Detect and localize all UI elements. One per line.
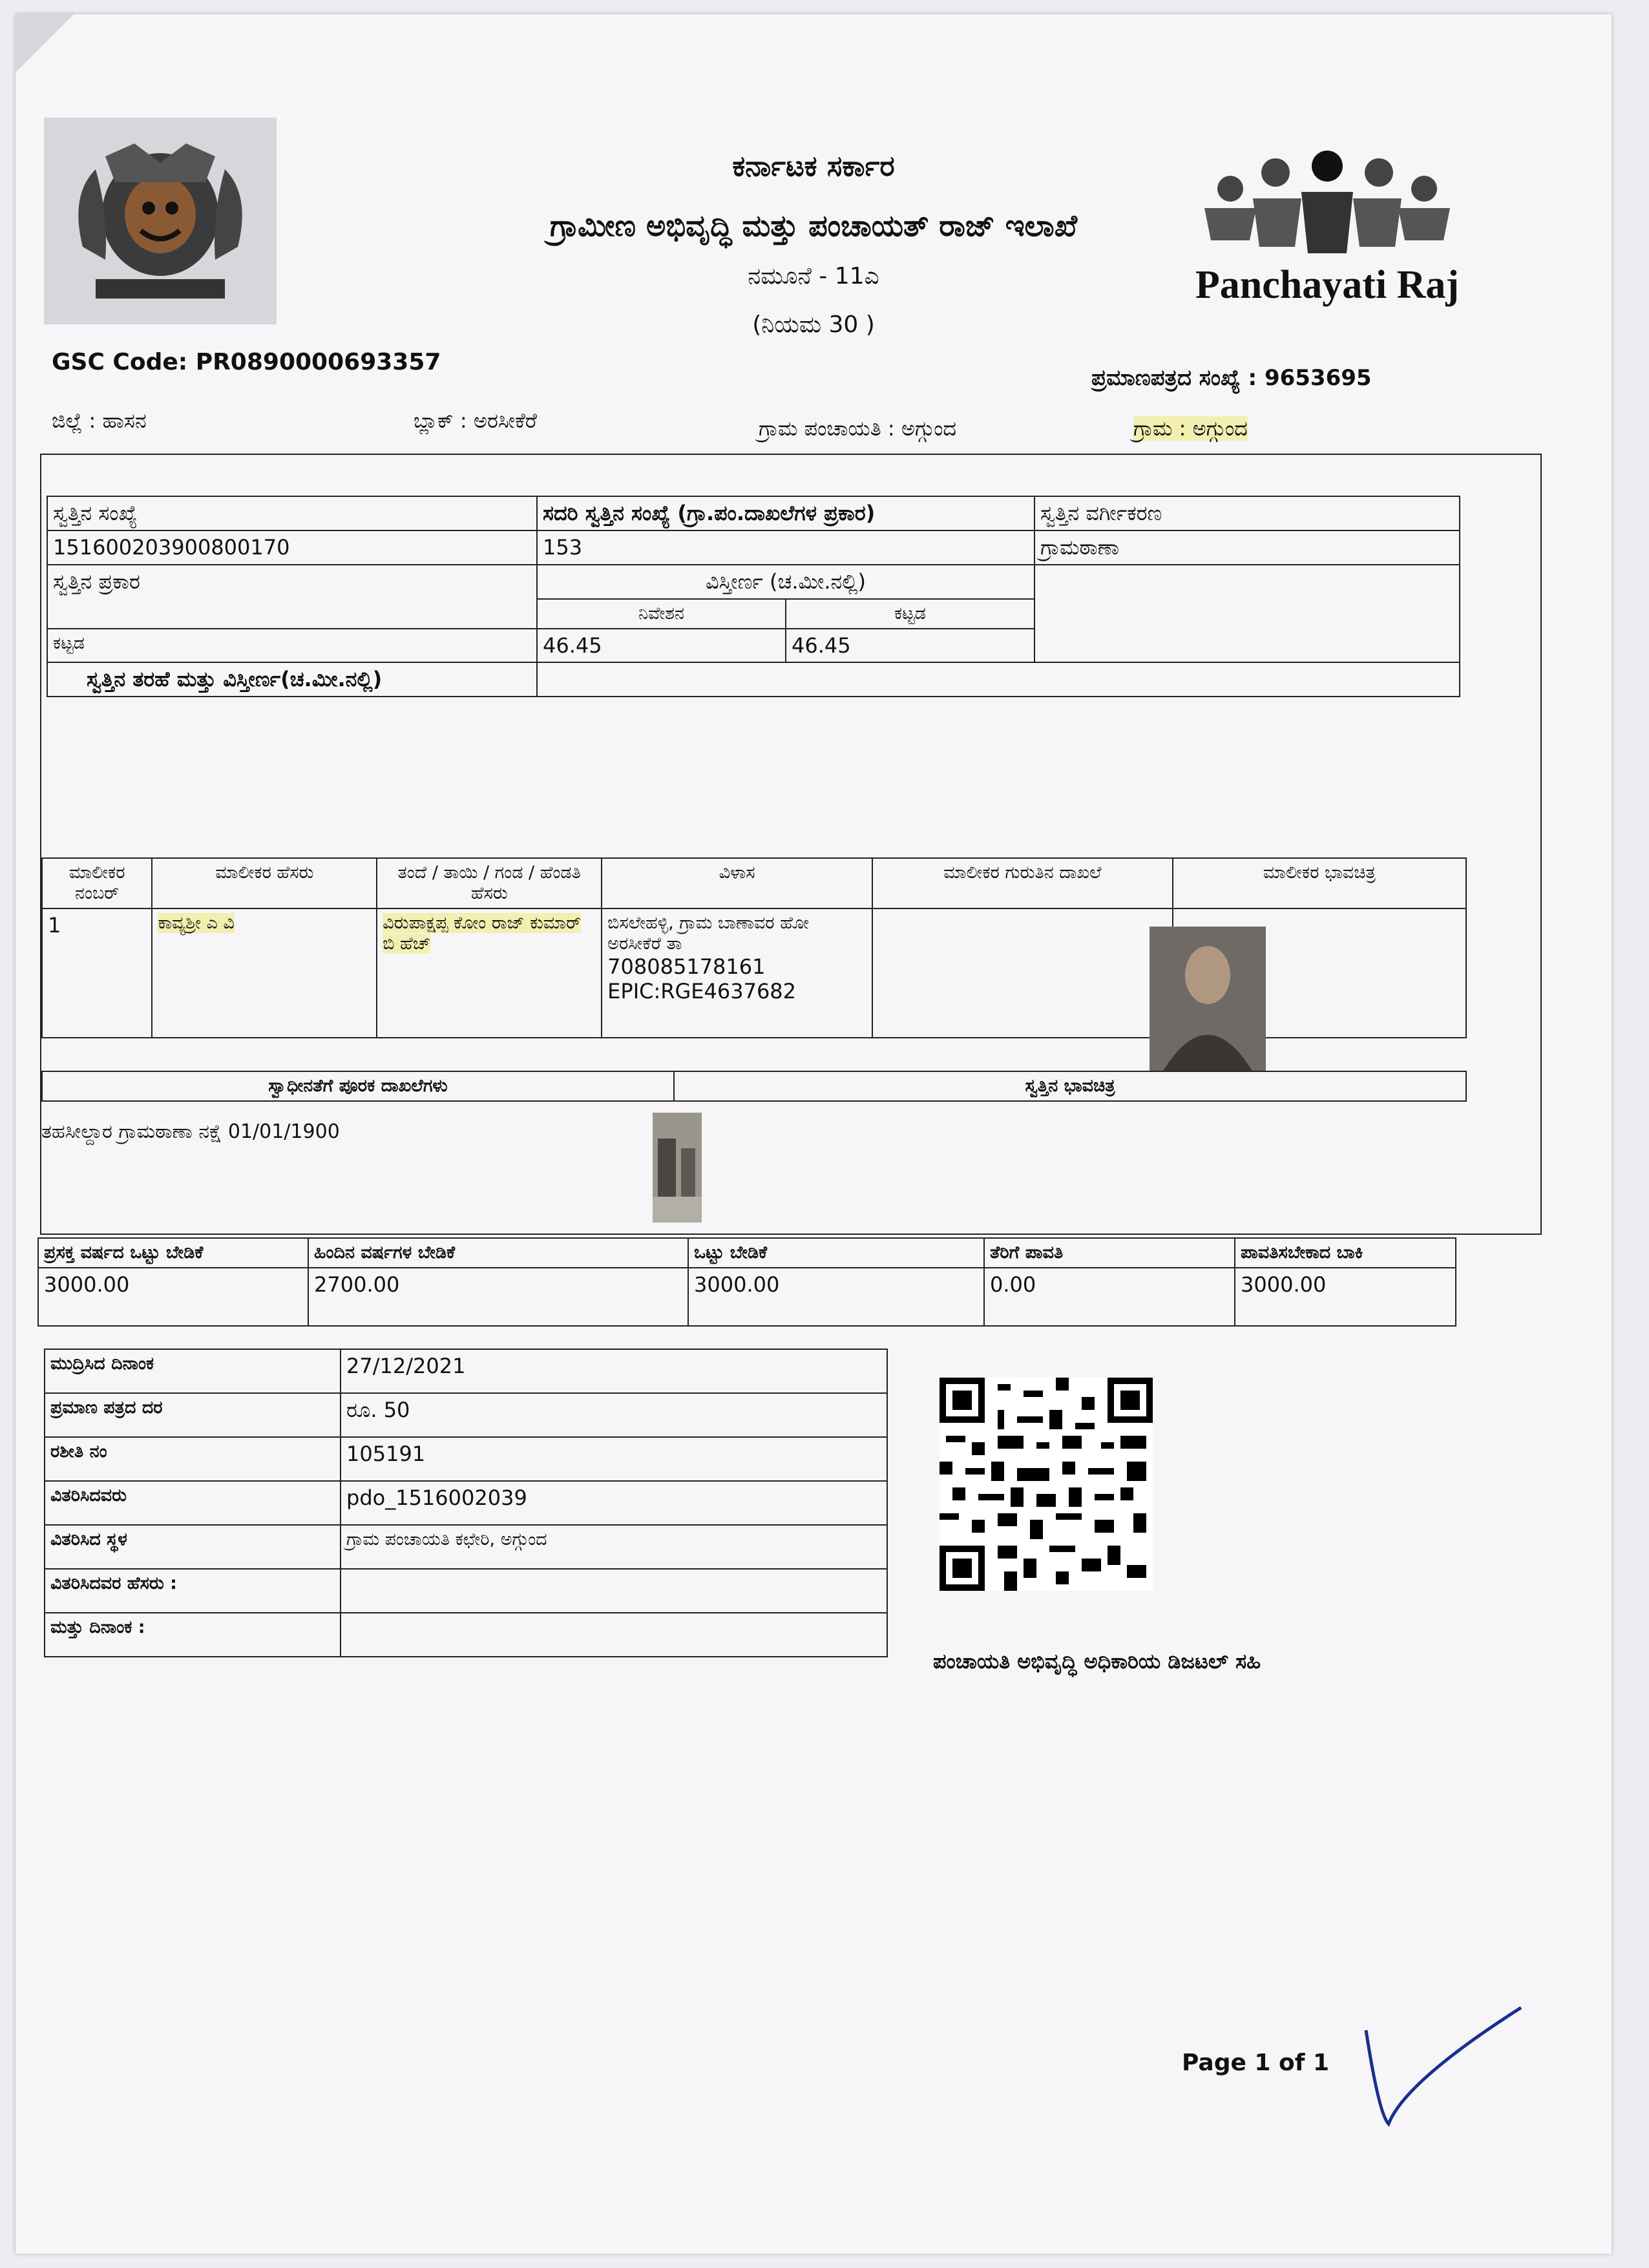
building-area-value: 46.45 bbox=[786, 629, 1035, 662]
previous-demand-value: 2700.00 bbox=[308, 1268, 688, 1326]
government-title: ಕರ್ನಾಟಕ ಸರ್ಕಾರ bbox=[732, 150, 895, 183]
issue-place-value: ಗ್ರಾಮ ಪಂಚಾಯತಿ ಕಛೇರಿ, ಅಗ್ಗುಂದ bbox=[341, 1525, 887, 1569]
property-photo bbox=[653, 1113, 702, 1223]
supporting-docs-value: ತಹಸೀಲ್ದಾರ ಗ್ರಾಮಠಾಣಾ ನಕ್ಷೆ 01/01/1900 bbox=[41, 1120, 340, 1143]
issue-table bbox=[44, 1349, 888, 1657]
balance-value: 3000.00 bbox=[1235, 1268, 1456, 1326]
total-demand-header: ಒಟ್ಟು ಬೇಡಿಕೆ bbox=[688, 1238, 984, 1268]
gram-panchayat: ಗ್ರಾಮ ಪಂಚಾಯತಿ : ಅಗ್ಗುಂದ bbox=[759, 416, 957, 441]
property-type-label: ಸ್ವತ್ತಿನ ಪ್ರಕಾರ bbox=[47, 565, 537, 629]
issuer-name-value bbox=[341, 1569, 887, 1613]
gp-number-label: ಸದರಿ ಸ್ವತ್ತಿನ ಸಂಖ್ಯೆ (ಗ್ರಾ.ಪಂ.ದಾಖಲೆಗಳ ಪ್ರಕಾರ) bbox=[537, 496, 1035, 530]
village: ಗ್ರಾಮ : ಅಗ್ಗುಂದ bbox=[1133, 416, 1248, 441]
owner-id-doc-header: ಮಾಲೀಕರ ಗುರುತಿನ ದಾಖಲೆ bbox=[872, 858, 1173, 908]
current-demand-header: ಪ್ರಸಕ್ತ ವರ್ಷದ ಒಟ್ಟು ಬೇಡಿಕೆ bbox=[38, 1238, 308, 1268]
form-number: ನಮೂನೆ - 11ಎ bbox=[748, 263, 879, 289]
issued-by-value: pdo_1516002039 bbox=[341, 1481, 887, 1525]
issue-date-label: ಮತ್ತು ದಿನಾಂಕ : bbox=[45, 1613, 341, 1657]
owner-name: ಕಾವ್ಯಶ್ರೀ ಎ ವಿ bbox=[158, 913, 235, 933]
owner-address-header: ವಿಳಾಸ bbox=[602, 858, 872, 908]
owner-address: ಬಿಸಲೇಹಳ್ಳಿ, ಗ್ರಾಮ ಬಾಣಾವರ ಹೋ ಅರಸೀಕೆರೆ ತಾ bbox=[607, 913, 809, 954]
property-type-value: ಕಟ್ಟಡ bbox=[47, 629, 537, 662]
page-corner-fold bbox=[16, 14, 74, 72]
property-id-value: 151600203900800170 bbox=[47, 530, 537, 565]
site-label: ನಿವೇಶನ bbox=[537, 599, 786, 629]
supporting-docs-label: ಸ್ವಾಧೀನತೆಗೆ ಪೂರಕ ದಾಖಲೆಗಳು bbox=[42, 1071, 674, 1101]
classification-value: ಗ್ರಾಮಠಾಣಾ bbox=[1035, 530, 1460, 565]
empty-cell bbox=[1035, 565, 1460, 662]
rule-number: (ನಿಯಮ 30 ) bbox=[752, 311, 875, 338]
total-demand-value: 3000.00 bbox=[688, 1268, 984, 1326]
block: ಬ್ಲಾಕ್ : ಅರಸೀಕೆರೆ bbox=[414, 408, 537, 433]
balance-header: ಪಾವತಿಸಬೇಕಾದ ಬಾಕಿ bbox=[1235, 1238, 1456, 1268]
handwritten-tick-mark bbox=[1360, 2004, 1528, 2134]
type-area-label: ಸ್ವತ್ತಿನ ತರಹೆ ಮತ್ತು ವಿಸ್ತೀರ್ಣ(ಚ.ಮೀ.ನಲ್ಲಿ) bbox=[47, 662, 537, 697]
gsc-code: GSC Code: PR0890000693357 bbox=[52, 349, 441, 375]
print-date-label: ಮುದ್ರಿಸಿದ ದಿನಾಂಕ bbox=[45, 1349, 341, 1393]
owner-relation-header: ತಂದೆ / ತಾಯಿ / ಗಂಡ / ಹೆಂಡತಿ ಹೆಸರು bbox=[377, 858, 602, 908]
property-photo-label: ಸ್ವತ್ತಿನ ಭಾವಚಿತ್ರ bbox=[674, 1071, 1466, 1101]
property-id-label: ಸ್ವತ್ತಿನ ಸಂಖ್ಯೆ bbox=[47, 496, 537, 530]
qr-code-icon bbox=[940, 1378, 1153, 1591]
certificate-number: ಪ್ರಮಾಣಪತ್ರದ ಸಂಖ್ಯೆ : 9653695 bbox=[1091, 365, 1372, 391]
area-label: ವಿಸ್ತೀರ್ಣ (ಚ.ಮೀ.ನಲ್ಲಿ) bbox=[537, 565, 1035, 599]
owner-phone: 708085178161 bbox=[607, 954, 766, 979]
issued-by-label: ವಿತರಿಸಿದವರು bbox=[45, 1481, 341, 1525]
issuer-name-label: ವಿತರಿಸಿದವರ ಹೆಸರು : bbox=[45, 1569, 341, 1613]
owner-relation: ವಿರುಪಾಕ್ಷಪ್ಪ ಕೋಂ ರಾಜ್ ಕುಮಾರ್ ಬಿ ಹೆಚ್ bbox=[383, 913, 582, 954]
department-title: ಗ್ರಾಮೀಣ ಅಭಿವೃದ್ಧಿ ಮತ್ತು ಪಂಚಾಯತ್ ರಾಜ್ ಇಲಾಖೆ bbox=[550, 208, 1077, 243]
page-number: Page 1 of 1 bbox=[1182, 2050, 1329, 2076]
panchayati-raj-text: Panchayati Raj bbox=[1195, 263, 1460, 307]
owner-photo-header: ಮಾಲೀಕರ ಭಾವಚಿತ್ರ bbox=[1173, 858, 1466, 908]
receipt-value: 105191 bbox=[341, 1437, 887, 1481]
classification-label: ಸ್ವತ್ತಿನ ವರ್ಗೀಕರಣ bbox=[1035, 496, 1460, 530]
issue-date-value bbox=[341, 1613, 887, 1657]
docs-table bbox=[41, 1071, 1467, 1102]
issue-place-label: ವಿತರಿಸಿದ ಸ್ಥಳ bbox=[45, 1525, 341, 1569]
receipt-label: ರಶೀತಿ ನಂ bbox=[45, 1437, 341, 1481]
owner-number: 1 bbox=[42, 908, 152, 1038]
digital-signature-label: ಪಂಚಾಯತಿ ಅಭಿವೃದ್ಧಿ ಅಧಿಕಾರಿಯ ಡಿಜಟಲ್ ಸಹಿ bbox=[933, 1649, 1261, 1674]
fee-value: ರೂ. 50 bbox=[341, 1393, 887, 1437]
tax-paid-value: 0.00 bbox=[984, 1268, 1235, 1326]
site-area-value: 46.45 bbox=[537, 629, 786, 662]
panchayati-raj-logo bbox=[1192, 150, 1463, 318]
gp-number-value: 153 bbox=[537, 530, 1035, 565]
owner-name-header: ಮಾಲೀಕರ ಹೆಸರು bbox=[152, 858, 377, 908]
panchayati-raj-icon bbox=[1192, 150, 1463, 266]
type-area-value bbox=[537, 662, 1460, 697]
building-label: ಕಟ್ಟಡ bbox=[786, 599, 1035, 629]
owner-epic: EPIC:RGE4637682 bbox=[607, 979, 797, 1003]
tax-paid-header: ತೆರಿಗೆ ಪಾವತಿ bbox=[984, 1238, 1235, 1268]
current-demand-value: 3000.00 bbox=[38, 1268, 308, 1326]
property-table bbox=[47, 496, 1460, 697]
certificate-sheet bbox=[16, 14, 1612, 2254]
district: ಜಿಲ್ಲೆ : ಹಾಸನ bbox=[52, 408, 147, 433]
print-date-value: 27/12/2021 bbox=[341, 1349, 887, 1393]
owner-no-header: ಮಾಲೀಕರ ನಂಬರ್ bbox=[42, 858, 152, 908]
owner-photo bbox=[1150, 927, 1266, 1072]
tax-table bbox=[37, 1237, 1456, 1327]
fee-label: ಪ್ರಮಾಣ ಪತ್ರದ ದರ bbox=[45, 1393, 341, 1437]
previous-demand-header: ಹಿಂದಿನ ವರ್ಷಗಳ ಬೇಡಿಕೆ bbox=[308, 1238, 688, 1268]
owner-address-cell bbox=[602, 908, 872, 1038]
owner-id-doc bbox=[872, 908, 1173, 1038]
